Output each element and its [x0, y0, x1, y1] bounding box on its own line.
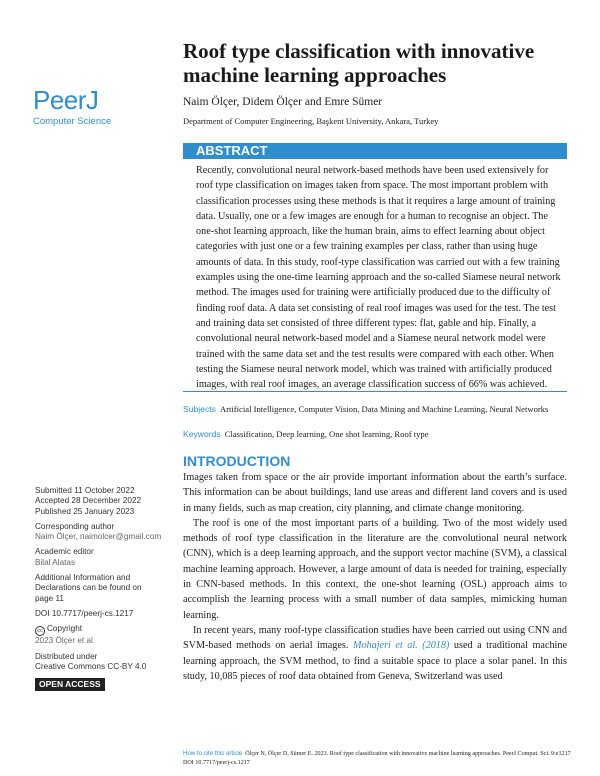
- submitted-date: Submitted 11 October 2022: [35, 486, 135, 495]
- article-title: Roof type classification with innovative machine learning approaches: [183, 39, 535, 87]
- additional-info-line-3: page 11: [35, 593, 64, 603]
- copyright-label: Copyright: [47, 624, 83, 634]
- distributed-line-1: Distributed under: [35, 651, 98, 661]
- keywords-label: Keywords: [183, 429, 221, 439]
- additional-info-line-1: Additional Information and: [35, 573, 131, 583]
- logo-subtitle: Computer Science: [33, 116, 112, 127]
- subjects-row: [183, 403, 567, 415]
- subjects-value: Artificial Intelligence, Computer Vision, Data Mining and Machine Learning, Neural Networks: [219, 404, 549, 414]
- academic-editor-value: Bilal Alatas: [35, 557, 76, 567]
- copyright-icon: cc: [35, 626, 45, 636]
- subjects-label: Subjects: [183, 404, 216, 414]
- open-access-badge: OPEN ACCESS: [35, 678, 105, 691]
- introduction-body: [183, 470, 567, 684]
- license-link[interactable]: Creative Commons CC-BY 4.0: [35, 661, 147, 671]
- intro-p3-start: In recent years, many roof-type classification studies have been carried out using CNN and SVM-based methods on aerial images.: [183, 624, 567, 652]
- accepted-date: Accepted 28 December 2022: [35, 496, 142, 506]
- corresponding-author-label: Corresponding author: [35, 521, 115, 531]
- intro-paragraph-1: Images taken from space or the air provide important information about the earth’s surface. This information can be about buildings, land use areas and different land covers and is used in many fields, such as map creation, city planning, and climate change monitoring.: [183, 472, 567, 514]
- copyright-line: [35, 624, 165, 636]
- introduction-heading: INTRODUCTION: [183, 453, 291, 469]
- corresponding-author-value[interactable]: Naim Ölçer, naimolcer@gmail.com: [35, 532, 162, 542]
- keywords-value: Classification, Deep learning, One shot learning, Roof type: [224, 429, 429, 439]
- intro-paragraph-3: [183, 623, 567, 684]
- article-info-sidebar: [35, 486, 165, 691]
- copyright-value: 2023 Ölçer et al.: [35, 636, 96, 646]
- abstract-divider: [183, 391, 567, 392]
- citation-link[interactable]: Mohajeri et al. (2018): [352, 640, 450, 652]
- intro-p3-end: used a traditional machine learning approach, the SVM method, to find a suitable space to place a solar panel. In this study, 10,085 pieces of roof data obtained from Geneva, Switzerland was used: [183, 640, 567, 682]
- citation-footer: [183, 749, 573, 768]
- keywords-row: [183, 428, 567, 440]
- abstract-heading: ABSTRACT: [196, 143, 268, 158]
- additional-info-line-2: Declarations can be found on: [35, 583, 142, 593]
- published-date: Published 25 January 2023: [35, 506, 135, 516]
- abstract-text: Recently, convolutional neural network-based methods have been used extensively for roof type classification on images taken from space. The most important problem with classification processes using these methods is that it requires a large amount of training data. Usually, one or a few images are enough for a human to recognise an object. The one-shot learning approach, like the human brain, aims to effect learning about object categories with just one or a few training examples per class, rather than using huge amounts of data. In this study, roof-type classification was carried out with a few training examples using the one-time learning approach and the so-called Siamese neural network method. The images used for training were artificially produced due to the difficulty of finding roof data. A data set consisting of real roof images was used for the test. The test and training data set consisted of three different types: flat, gable and hip. Finally, a convolutional neural network-based model and a Siamese neural network model were trained with the same data set and the test results were compared with each other. When testing the Siamese neural network model, which was trained with artificially produced images, with real roof images, an average classification success of 66% was achieved.: [196, 165, 561, 391]
- academic-editor-label: Academic editor: [35, 547, 94, 557]
- author-list: Naim Ölçer, Didem Ölçer and Emre Sümer: [183, 96, 383, 108]
- footer-citation: Ölçer N, Ölçer D, Sümer E. 2023. Roof type classification with innovative machine learning approaches. PeerJ Comput. Sci. 9:e1217 DOI 10.7717/peerj-cs.1217: [183, 751, 571, 766]
- intro-paragraph-2: The roof is one of the most important parts of a building. Two of the most widely used methods of roof type classification in the literature are the convolutional neural network (CNN), which is a deep learning approach, and the support vector machine (SVM), a classical machine learning approach. However, a large amount of data is needed for training, especially in CNN-based methods. In this context, the one-shot learning (OSL) approach aims to accomplish the learning process with a small number of data samples, mimicking human learning.: [183, 517, 567, 621]
- affiliation: Department of Computer Engineering, Başkent University, Ankara, Turkey: [183, 116, 439, 126]
- logo-wordmark: PeerJ: [33, 85, 99, 115]
- doi-link[interactable]: DOI 10.7717/peerj-cs.1217: [35, 608, 134, 618]
- footer-label: How to cite this article: [183, 750, 243, 757]
- journal-logo: [33, 87, 126, 133]
